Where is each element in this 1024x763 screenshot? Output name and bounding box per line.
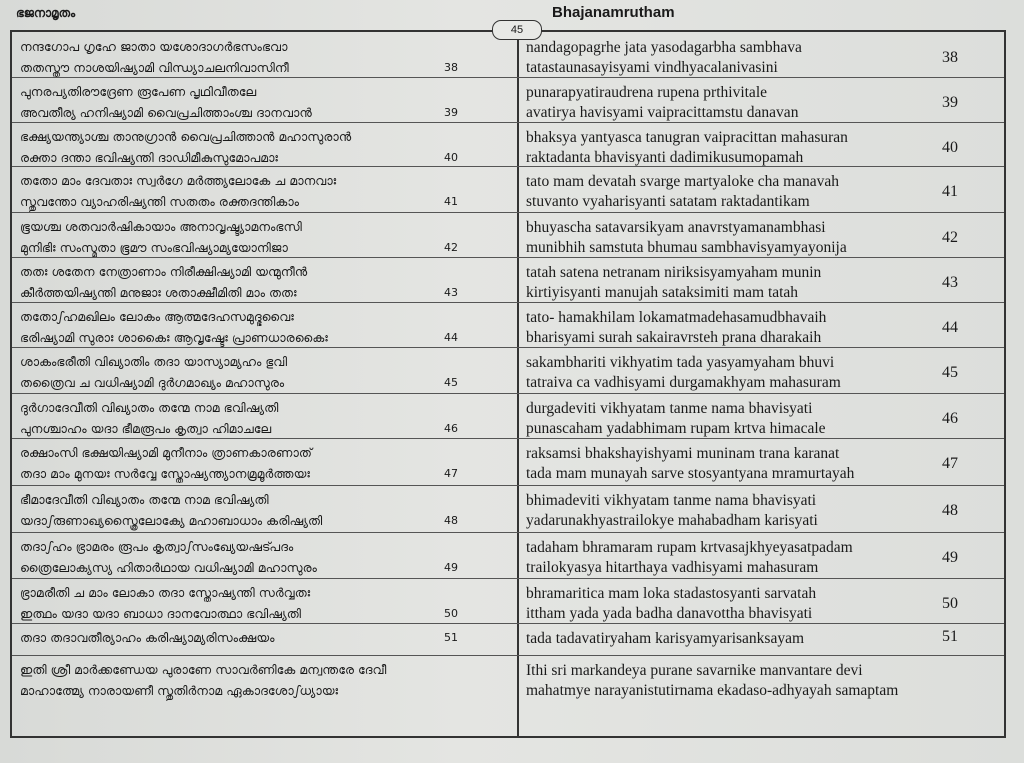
malayalam-verse (20, 582, 510, 624)
transliteration-line-2: yadarunakhyastrailokye mahabadham karisyati (526, 512, 818, 529)
transliteration-line-1: sakambhariti vikhyatim tada yasyamyaham bhuvi (526, 354, 835, 371)
transliteration-line-2: stuvanto vyaharisyanti satatam raktadantikam (526, 193, 810, 210)
verse-row (12, 397, 1004, 442)
malayalam-line-2: കീർത്തയിഷ്യന്തി മനുജാഃ ശതാക്ഷീമിതി മാം തതഃ (20, 285, 297, 300)
row-separator (12, 532, 1004, 533)
malayalam-line-1: പുനരപ്യതിരൗദ്രേണ രൂപേണ പൃഥിവീതലേ (20, 84, 257, 99)
malayalam-verse-number: 50 (444, 607, 458, 620)
transliteration-verse-number: 49 (942, 549, 958, 566)
malayalam-verse-number: 44 (444, 331, 458, 344)
malayalam-line-2: പുനശ്ചാഹം യദാ ഭീമരൂപം കൃത്വാ ഹിമാചലേ (20, 421, 272, 436)
transliteration-line-2: kirtiyisyanti manujah sataksimiti mam tatah (526, 284, 799, 301)
malayalam-verse (20, 216, 510, 258)
malayalam-verse-number: 40 (444, 151, 458, 164)
verse-row (12, 81, 1004, 126)
transliteration-line-2: raktadanta bhavisyanti dadimikusumopamah (526, 149, 804, 166)
verse-row (12, 659, 1004, 699)
malayalam-line-2: മാഹാത്മ്യേ നാരായണീ സ്തുതിർനാമ ഏകാദശോഽധ്യായഃ (20, 683, 339, 698)
transliteration-verse-number: 44 (942, 319, 958, 336)
transliteration-verse-number: 45 (942, 364, 958, 381)
transliteration-line-1: bhaksya yantyasca tanugran vaipracittan mahasuran (526, 129, 848, 146)
transliteration-verse (526, 584, 996, 624)
transliteration-line-1: punarapyatiraudrena rupena prthivitale (526, 84, 767, 101)
transliteration-verse-number: 40 (942, 139, 958, 156)
transliteration-verse (526, 399, 996, 439)
verse-row (12, 489, 1004, 536)
verse-row (12, 582, 1004, 627)
transliteration-line-1: durgadeviti vikhyatam tanme nama bhavisyati (526, 400, 813, 417)
transliteration-verse-number: 51 (942, 628, 958, 645)
transliteration-line-2: tatastaunasayisyami vindhyacalanivasini (526, 59, 778, 76)
malayalam-line-2: തദാ മാം മുനയഃ സർവ്വേ സ്തോഷ്യന്ത്യാനമ്രമൂർത്തയഃ (20, 466, 310, 481)
row-separator (12, 122, 1004, 123)
malayalam-verse (20, 261, 510, 303)
transliteration-verse (526, 128, 996, 168)
malayalam-line-1: ഭീമാദേവീതി വിഖ്യാതം തന്മേ നാമ ഭവിഷ്യതി (20, 492, 269, 507)
transliteration-line-2: bharisyami surah sakairavrsteh prana dharakaih (526, 329, 822, 346)
page-number: 45 (492, 20, 542, 40)
malayalam-line-2: തത്രൈവ ച വധിഷ്യാമി ദുർഗമാഖ്യം മഹാസുരം (20, 375, 285, 390)
transliteration-verse (526, 38, 996, 78)
transliteration-line-2: tada mam munayah sarve stosyantyana mramurtayah (526, 465, 855, 482)
row-separator (12, 393, 1004, 394)
transliteration-verse (526, 172, 996, 212)
malayalam-line-1: ഭ്രാമരീതി ച മാം ലോകാ തദാ സ്തോഷ്യന്തി സർവ്വതഃ (20, 585, 311, 600)
row-separator (12, 212, 1004, 213)
row-separator (12, 166, 1004, 167)
transliteration-verse-number: 42 (942, 229, 958, 246)
transliteration-line-2: ittham yada yada badha danavottha bhavisyati (526, 605, 813, 622)
transliteration-line-1: nandagopagrhe jata yasodagarbha sambhava (526, 39, 802, 56)
transliteration-line-2: mahatmye narayanistutirnama ekadaso-adhyayah samaptam (526, 682, 899, 699)
malayalam-verse (20, 659, 510, 701)
transliteration-line-2: trailokyasya hitarthaya vadhisyami mahasuram (526, 559, 819, 576)
transliteration-line-2: tatraiva ca vadhisyami durgamakhyam mahasuram (526, 374, 841, 391)
transliteration-line-1: bhramaritica mam loka stadastosyanti sarvatah (526, 585, 817, 602)
malayalam-verse (20, 351, 510, 393)
malayalam-line-1: തതഃ ശതേന നേത്രാണാം നിരീക്ഷിഷ്യാമി യന്മുനീൻ (20, 264, 308, 279)
transliteration-verse-number: 39 (942, 94, 958, 111)
malayalam-verse-number: 48 (444, 514, 458, 527)
transliteration-line-1: tadaham bhramaram rupam krtvasajkhyeyasatpadam (526, 539, 853, 556)
verse-row (12, 126, 1004, 170)
malayalam-line-1: ഭക്ഷ്യയന്ത്യാശ്ച താനുഗ്രാൻ വൈപ്രചിത്താൻ മഹാസുരാൻ (20, 129, 352, 144)
malayalam-line-1: തദാ തദാവതീര്യാഹം കരിഷ്യാമ്യരിസംക്ഷയം (20, 630, 275, 645)
malayalam-line-1: രക്ഷാംസി ഭക്ഷയിഷ്യാമി മുനീനാം ത്രാണകാരണാത് (20, 445, 312, 460)
malayalam-verse-number: 41 (444, 195, 458, 208)
verse-row (12, 536, 1004, 582)
malayalam-line-2: അവതീര്യ ഹനിഷ്യാമി വൈപ്രചിത്താംശ്ച ദാനവാൻ (20, 105, 312, 120)
malayalam-line-1: ദുർഗാദേവീതി വിഖ്യാതം തന്മേ നാമ ഭവിഷ്യതി (20, 400, 279, 415)
verse-row (12, 261, 1004, 306)
transliteration-verse-number: 50 (942, 595, 958, 612)
transliteration-line-1: bhuyascha satavarsikyam anavrstyamanambhasi (526, 219, 826, 236)
header-right-title: Bhajanamrutham (552, 4, 675, 21)
malayalam-verse (20, 36, 510, 78)
transliteration-verse (526, 538, 996, 578)
transliteration-verse-number: 48 (942, 502, 958, 519)
malayalam-verse-number: 47 (444, 467, 458, 480)
transliteration-line-2: munibhih samstuta bhumau sambhavisyamyayonija (526, 239, 847, 256)
malayalam-line-1: തതോ മാം ദേവതാഃ സ്വർഗേ മർത്ത്യലോകേ ച മാനവാഃ (20, 173, 337, 188)
transliteration-line-1: tato mam devatah svarge martyaloke cha manavah (526, 173, 840, 190)
transliteration-line-1: tato- hamakhilam lokamatmadehasamudbhavaih (526, 309, 827, 326)
malayalam-line-1: ഇതി ശ്രീ മാർക്കണ്ഡേയ പുരാണേ സാവർണികേ മന്വന്തരേ ദേവീ (20, 662, 387, 677)
transliteration-line-2: punascaham yadabhimam rupam krtva himacale (526, 420, 826, 437)
transliteration-verse (526, 491, 996, 531)
verse-row (12, 36, 1004, 81)
transliteration-verse-number: 47 (942, 455, 958, 472)
transliteration-verse (526, 629, 996, 649)
row-separator (12, 77, 1004, 78)
transliteration-line-1: tatah satena netranam niriksisyamyaham munin (526, 264, 822, 281)
malayalam-verse-number: 45 (444, 376, 458, 389)
malayalam-verse-number: 43 (444, 286, 458, 299)
transliteration-verse (526, 444, 996, 484)
malayalam-line-2: തതസ്തൗ നാശയിഷ്യാമി വിന്ധ്യാചലനിവാസിനീ (20, 60, 289, 75)
malayalam-line-2: ഇത്ഥം യദാ യദാ ബാധാ ദാനവോത്ഥാ ഭവിഷ്യതി (20, 606, 302, 621)
row-separator (12, 438, 1004, 439)
transliteration-verse (526, 353, 996, 393)
malayalam-line-2: യദാഽരുണാഖ്യസ്ത്രൈലോക്യേ മഹാബാധാം കരിഷ്യതി (20, 513, 323, 528)
malayalam-verse (20, 489, 510, 531)
verse-row (12, 216, 1004, 261)
malayalam-verse (20, 81, 510, 123)
malayalam-verse (20, 627, 510, 648)
malayalam-verse-number: 49 (444, 561, 458, 574)
malayalam-verse-number: 38 (444, 61, 458, 74)
malayalam-verse (20, 306, 510, 348)
transliteration-line-1: Ithi sri markandeya purane savarnike manvantare devi (526, 662, 863, 679)
row-separator (12, 655, 1004, 656)
transliteration-line-1: tada tadavatiryaham karisyamyarisanksayam (526, 630, 805, 647)
malayalam-line-2: സ്തുവന്തോ വ്യാഹരിഷ്യന്തി സതതം രക്തദന്തികാം (20, 194, 300, 209)
malayalam-verse (20, 126, 510, 168)
malayalam-line-1: ഭൂയശ്ച ശതവാർഷികായാം അനാവൃഷ്ട്യാമനംഭസി (20, 219, 302, 234)
row-separator (12, 485, 1004, 486)
transliteration-verse (526, 218, 996, 258)
transliteration-verse-number: 38 (942, 49, 958, 66)
row-separator (12, 257, 1004, 258)
transliteration-verse-number: 41 (942, 183, 958, 200)
malayalam-line-1: ശാകംഭരീതി വിഖ്യാതിം തദാ യാസ്യാമ്യഹം ഭുവി (20, 354, 288, 369)
malayalam-verse (20, 170, 510, 212)
verse-row (12, 306, 1004, 351)
malayalam-line-2: രക്താ ദന്താ ഭവിഷ്യന്തി ദാഡിമീകുസുമോപമാഃ (20, 150, 278, 165)
transliteration-verse (526, 263, 996, 303)
transliteration-verse-number: 46 (942, 410, 958, 427)
malayalam-line-2: ത്രൈലോക്യസ്യ ഹിതാർഥായ വധിഷ്യാമി മഹാസുരം (20, 560, 317, 575)
malayalam-line-2: ഭരിഷ്യാമി സുരാഃ ശാകൈഃ ആവൃഷ്ടേഃ പ്രാണധാരകൈഃ (20, 330, 328, 345)
malayalam-verse-number: 39 (444, 106, 458, 119)
malayalam-line-1: നന്ദഗോപ ഗൃഹേ ജാതാ യശോദാഗർഭസംഭവാ (20, 39, 288, 54)
verse-row (12, 442, 1004, 489)
row-separator (12, 347, 1004, 348)
transliteration-verse (526, 308, 996, 348)
malayalam-verse-number: 42 (444, 241, 458, 254)
row-separator (12, 578, 1004, 579)
transliteration-line-1: bhimadeviti vikhyatam tanme nama bhavisyati (526, 492, 817, 509)
malayalam-verse-number: 46 (444, 422, 458, 435)
malayalam-verse (20, 442, 510, 484)
transliteration-verse (526, 83, 996, 123)
verse-row (12, 351, 1004, 397)
row-separator (12, 623, 1004, 624)
malayalam-line-1: തദാഽഹം ഭ്രാമരം രൂപം കൃത്വാഽസംഖ്യേയഷട്പദം (20, 539, 294, 554)
transliteration-line-1: raksamsi bhakshayishyami muninam trana karanat (526, 445, 840, 462)
row-separator (12, 302, 1004, 303)
transliteration-verse-number: 43 (942, 274, 958, 291)
malayalam-line-2: മുനിഭിഃ സംസ്മൃതാ ഭൂമൗ സംഭവിഷ്യാമ്യയോനിജാ (20, 240, 288, 255)
transliteration-verse (526, 661, 996, 701)
transliteration-line-2: avatirya havisyami vaipracittamstu danavan (526, 104, 799, 121)
malayalam-verse (20, 397, 510, 439)
malayalam-line-1: തതോഽഹമഖിലം ലോകം ആത്മദേഹസമുദ്ഭവൈഃ (20, 309, 294, 324)
malayalam-verse-number: 51 (444, 631, 458, 644)
verse-row (12, 170, 1004, 216)
header-left-title: ഭജനാമൃതം (16, 6, 76, 20)
malayalam-verse (20, 536, 510, 578)
